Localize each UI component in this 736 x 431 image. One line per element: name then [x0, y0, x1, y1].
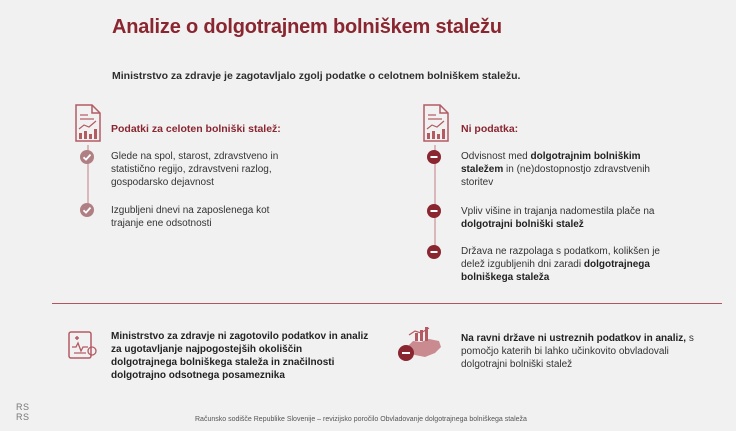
- page-title: Analize o dolgotrajnem bolniškem staležu: [112, 16, 502, 38]
- minus-circle-icon: [427, 204, 441, 218]
- right-column-heading: Ni podatka:: [461, 123, 519, 135]
- check-icon: [80, 203, 94, 217]
- right-item-1: Odvisnost med dolgotrajnim bolniškim staležem in (ne)dostopnostjo zdravstvenih storitev: [461, 151, 650, 188]
- check-icon: [80, 150, 94, 164]
- minus-circle-icon: [427, 150, 441, 164]
- footer-text: Računsko sodišče Republike Slovenije – revizijsko poročilo Obvladovanje dolgotrajnega bolniškega staleža: [195, 416, 527, 423]
- intro-text: Ministrstvo za zdravje je zagotavljalo zgolj podatke o celotnem bolniškem staležu.: [112, 70, 521, 82]
- document-chart-icon: [420, 103, 452, 143]
- bottom-left-text: Ministrstvo za zdravje ni zagotovilo podatkov in analiz za ugotavljanje najpogostejših okoliščin dolgotrajnega bolniškega staleža in značilnosti dolgotrajno odsotnega posameznika: [111, 331, 369, 381]
- left-item-1: Glede na spol, starost, zdravstveno in statistično regijo, zdravstveni razlog, gospodarsko dejavnost: [111, 151, 279, 188]
- bottom-right-text: Na ravni države ni ustreznih podatkov in analiz, s pomočjo katerih bi lahko učinkovito obvladovali dolgotrajni bolniški stalež: [461, 333, 694, 370]
- minus-circle-icon: [398, 345, 414, 361]
- rs-logo: RS RS: [16, 402, 30, 422]
- left-item-2: Izgubljeni dnevi na zaposlenega kot trajanje ene odsotnosti: [111, 205, 270, 229]
- right-item-2: Vpliv višine in trajanja nadomestila plače na dolgotrajni bolniški stalež: [461, 206, 655, 230]
- section-divider: [52, 303, 722, 304]
- medical-document-icon: [66, 329, 98, 361]
- document-chart-icon: [72, 103, 104, 143]
- left-column-heading: Podatki za celoten bolniški stalež:: [111, 123, 281, 135]
- right-item-3: Država ne razpolaga s podatkom, kolikšen je delež izgubljenih dni zaradi dolgotrajnega bolniškega staleža: [461, 246, 660, 283]
- minus-circle-icon: [427, 245, 441, 259]
